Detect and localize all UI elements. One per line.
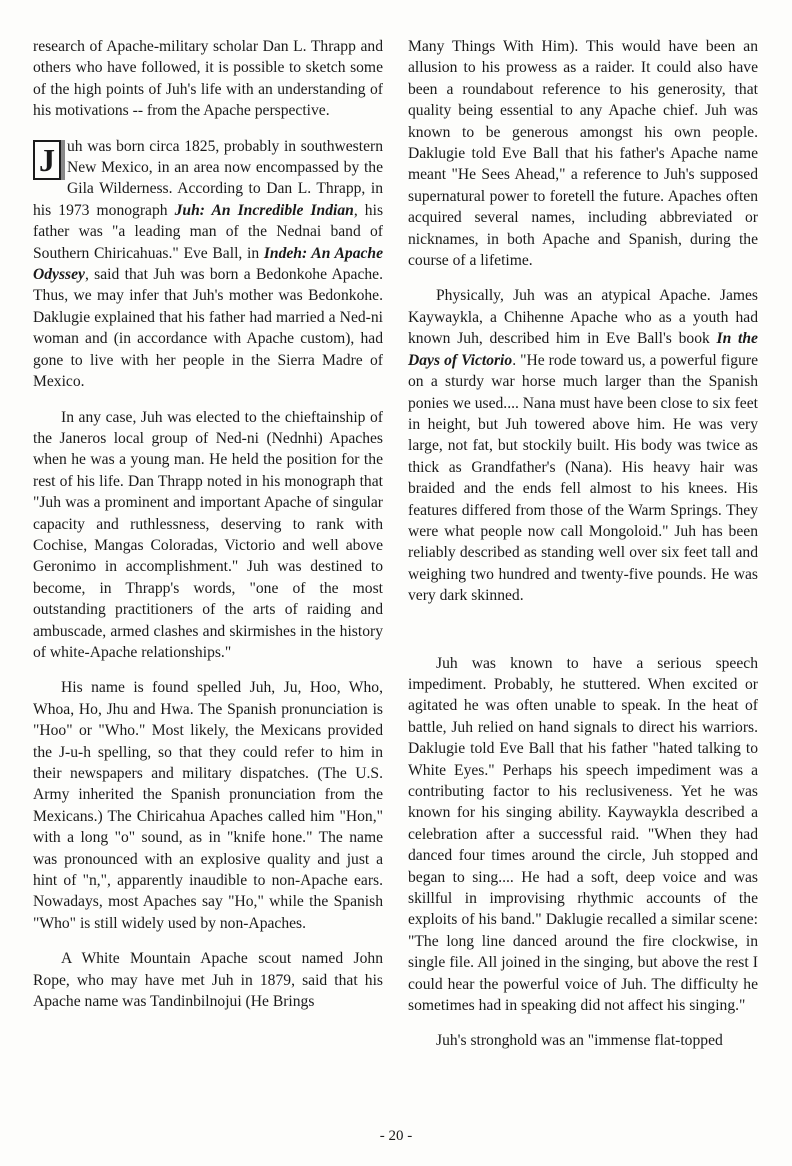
physical-text-a: Physically, Juh was an atypical Apache. James Kaywaykla, a Chihenne Apache who as a youth had known Juh, described him in Eve Ball's book [408, 287, 758, 348]
paragraph-physical [408, 285, 758, 606]
birth-text-b: , his father was "a leading man of the Nednai band of Southern Chiricahuas." Eve Ball, in [33, 201, 384, 262]
page-number: - 20 - [379, 1128, 413, 1144]
drop-cap: J [33, 140, 61, 180]
physical-text-b: . "He rode toward us, a powerful figure on a sturdy war horse much larger than the Spanish ponies we used.... Nana must have been close to six feet in height, but Juh towered above him. He was very large, not fat, but stockily built. His body was twice as thick as Grandfather's (Nana). His heavy hair was braided and the ends fell almost to his knees. His features differed from those of the Warm Springs. They were what people now call Mongoloid." Juh has been reliably described as standing well over six feet tall and weighing two hundred and twenty-five pounds. He was very dark skinned. [408, 351, 758, 605]
book-title-indeh: Indeh: An Apache Odyssey [33, 244, 384, 284]
left-column [33, 36, 383, 1012]
paragraph-continued: research of Apache-military scholar Dan L. Thrapp and others who have followed, it is possible to sketch some of the high points of Juh's life with an understanding of his motivations -- from the Apache perspective. [33, 38, 383, 120]
paragraph-speech: Juh was known to have a serious speech impediment. Probably, he stuttered. When excited or agitated he was often unable to speak. In the heat of battle, Juh relied on hand signals to direct his warriors. Daklugie told Eve Ball that his father "hated talking to White Eyes." Perhaps his speech impediment was a contributing factor to his reclusiveness. Yet he was known for his singing ability. Kaywaykla described a celebration after a successful raid. "When they had danced four times around the circle, Juh stopped and began to sing.... He had a soft, deep voice and was skillful in improvising rhythmic accounts of the exploits of his band." Daklugie recalled a similar scene: "The long line danced around the fire clockwise, in single file. All joined in the singing, but above the rest I could hear the powerful voice of Juh. The difficulty he sometimes had in speaking did not affect his singing." [408, 654, 758, 1015]
book-title-victorio: In the Days of Victorio [408, 330, 758, 369]
paragraph-stronghold: Juh's stronghold was an "immense flat-topped [436, 1032, 723, 1050]
paragraph-name-spelling: His name is found spelled Juh, Ju, Hoo, Who, Whoa, Ho, Jhu and Hwa. The Spanish pronunciation is "Hoo" or "Who." Most likely, the Mexicans provided the J-u-h spelling, so that they could refer to him in their newspapers and military dispatches. (The U.S. Army inherited the Spanish pronunciation from the Mexicans.) The Chiricahua Apaches called him "Hon," with a long "o" sound, as in "knife hone." The name was pronounced with an explosive quality and just a hint of "n,", apparently inaudible to non-Apache ears. Nowadays, most Apaches say "Ho," while the Spanish "Who" is still widely used by non-Apaches. [33, 679, 383, 932]
right-column [408, 36, 758, 1052]
book-title-juh: Juh: An Incredible Indian [174, 201, 354, 219]
paragraph-birth [33, 136, 383, 393]
birth-text-c: , said that Juh was born a Bedonkohe Apache. Thus, we may infer that Juh's mother was Bedonkohe. Daklugie explained that his father had married a Ned-ni woman and (in accordance with Apache custom), had gone to live with her people in the Sierra Madre of Mexico. [33, 266, 383, 391]
paragraph-chieftainship: In any case, Juh was elected to the chieftainship of the Janeros local group of Ned-ni (Nednhi) Apaches when he was a young man. He held the position for the rest of his life. Dan Thrapp noted in his monograph that "Juh was a prominent and important Apache of singular capacity and ruthlessness, deserving to rank with Cochise, Mangas Coloradas, Victorio and well above Geronimo in accomplishment." Juh was destined to become, in Thrapp's words, "one of the most outstanding practitioners of the arts of raiding and ambuscade, armed clashes and skirmishes in the history of white-Apache relationships." [33, 408, 383, 661]
paragraph-john-rope: A White Mountain Apache scout named John Rope, who may have met Juh in 1879, said that his Apache name was Tandinbilnojui (He Brings [33, 950, 383, 1011]
paragraph-names: Many Things With Him). This would have been an allusion to his prowess as a raider. It could also have been a roundabout reference to his generosity, that quality being essential to any Apache chief. Juh was known to be generous amongst his own people. Daklugie told Eve Ball that his father's Apache name meant "He Sees Ahead," a reference to Juh's supposed supernatural power to foretell the future. Apaches often acquired several names, including abbreviated or nicknames, in both Apache and Spanish, during the course of a lifetime. [408, 38, 758, 270]
birth-text-a: uh was born circa 1825, probably in southwestern New Mexico, in an area now encompassed by the Gila Wilderness. According to Dan L. Thrapp, in his 1973 monograph [33, 137, 383, 219]
